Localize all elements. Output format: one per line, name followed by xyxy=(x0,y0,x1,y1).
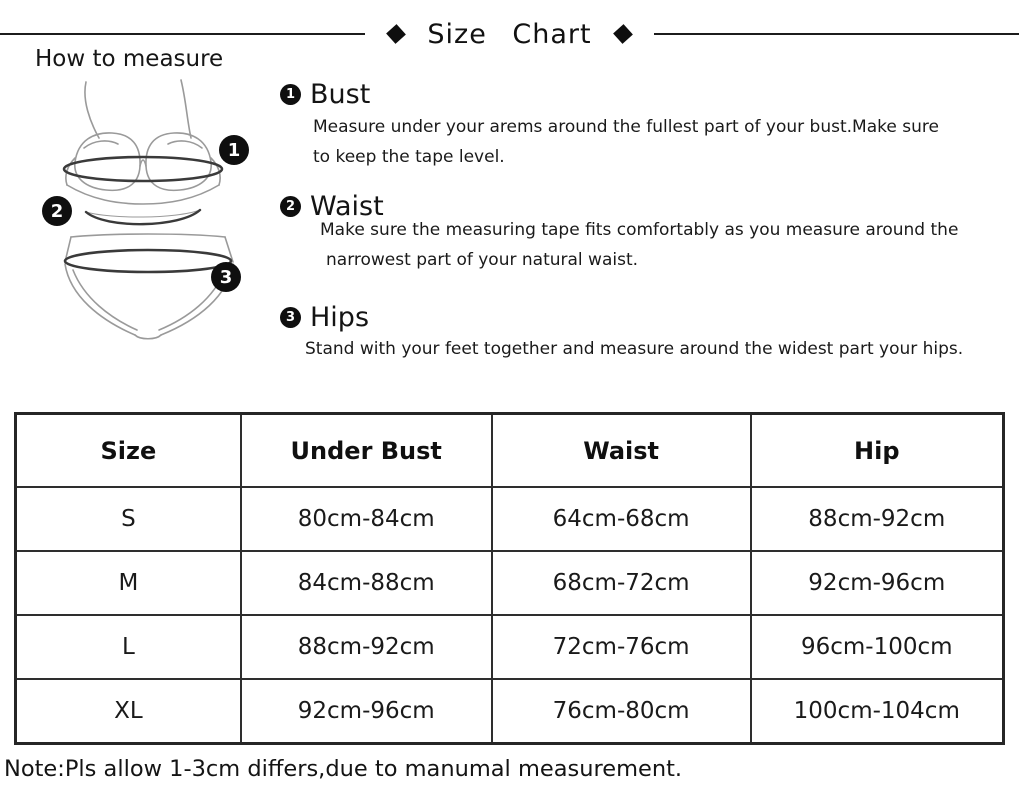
table-cell: XL xyxy=(16,679,241,744)
figure-badge-3 xyxy=(211,262,241,292)
bust-instruction-line-1: Measure under your arems around the fullest part of your bust.Make sure xyxy=(313,117,939,137)
waist-number-badge: 2 xyxy=(280,196,301,217)
hip-tape-drawing xyxy=(65,250,231,272)
figure-badge-1 xyxy=(219,135,249,165)
waist-title: Waist xyxy=(310,191,384,222)
col-header-hip: Hip xyxy=(751,414,1004,488)
hips-instruction-line-1: Stand with your feet together and measure around the widest part your hips. xyxy=(305,339,964,359)
size-table xyxy=(14,412,1005,745)
bra-drawing xyxy=(66,80,220,204)
svg-text:2: 2 xyxy=(50,201,64,222)
bust-instruction-line-2: to keep the tape level. xyxy=(313,147,505,167)
table-cell: 88cm-92cm xyxy=(751,487,1004,551)
measurement-note: Note:Pls allow 1-3cm differs,due to manumal measurement. xyxy=(4,756,683,782)
table-cell: 80cm-84cm xyxy=(241,487,492,551)
table-cell: 76cm-80cm xyxy=(492,679,751,744)
table-cell: 92cm-96cm xyxy=(751,551,1004,615)
table-cell: 92cm-96cm xyxy=(241,679,492,744)
diamond-icon-left xyxy=(387,24,407,44)
section-bust-heading xyxy=(280,79,370,110)
waist-instruction-line-1: Make sure the measuring tape fits comfortably as you measure around the xyxy=(320,220,959,240)
table-row xyxy=(16,551,1004,615)
svg-text:1: 1 xyxy=(227,140,241,161)
table-cell: L xyxy=(16,615,241,679)
table-row xyxy=(16,679,1004,744)
hips-title: Hips xyxy=(310,302,370,333)
diamond-icon-right xyxy=(613,24,633,44)
table-cell: 64cm-68cm xyxy=(492,487,751,551)
page-title: Size Chart xyxy=(427,18,592,50)
table-cell: 100cm-104cm xyxy=(751,679,1004,744)
hips-number-badge: 3 xyxy=(280,307,301,328)
table-row xyxy=(16,615,1004,679)
table-cell: 68cm-72cm xyxy=(492,551,751,615)
svg-text:3: 3 xyxy=(219,267,233,288)
table-cell: M xyxy=(16,551,241,615)
col-header-under-bust: Under Bust xyxy=(241,414,492,488)
table-row xyxy=(16,487,1004,551)
title-rule-left xyxy=(0,33,365,35)
col-header-size: Size xyxy=(16,414,241,488)
bust-title: Bust xyxy=(310,79,371,110)
how-to-measure-heading: How to measure xyxy=(35,46,224,72)
table-cell: 88cm-92cm xyxy=(241,615,492,679)
table-cell: 84cm-88cm xyxy=(241,551,492,615)
title-rule-right xyxy=(654,33,1019,35)
col-header-waist: Waist xyxy=(492,414,751,488)
table-header-row xyxy=(16,414,1004,488)
table-cell: 96cm-100cm xyxy=(751,615,1004,679)
measurement-illustration xyxy=(40,78,270,350)
waist-tape-drawing xyxy=(86,210,200,224)
section-hips-heading xyxy=(280,302,369,333)
bust-number-badge: 1 xyxy=(280,84,301,105)
waist-instruction-line-2: narrowest part of your natural waist. xyxy=(326,250,639,270)
table-cell: S xyxy=(16,487,241,551)
figure-badge-2 xyxy=(42,196,72,226)
table-cell: 72cm-76cm xyxy=(492,615,751,679)
section-waist-heading xyxy=(280,191,384,222)
